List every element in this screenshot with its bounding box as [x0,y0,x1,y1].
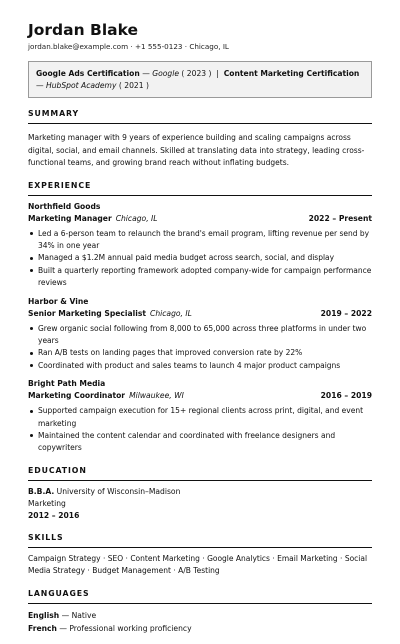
education-dates: 2012 – 2016 [28,510,80,520]
education-section [28,466,372,522]
job-entry [28,378,372,455]
language-item: French — Professional working proficiency [28,623,192,633]
job-company: Bright Path Media [28,379,106,389]
language-level: Professional working proficiency [69,623,192,633]
skills-text: Campaign Strategy · SEO · Content Marketing · Google Analytics · Email Marketing · Social Media Strategy · Budget Management · A/B Testing [28,553,368,576]
job-bullet: Led a 6-person team to relaunch the brand's email program, lifting revenue per send by 34% in one year [38,228,372,253]
job-location: Chicago, IL [150,308,192,318]
language-name: French [28,623,57,633]
candidate-name: Jordan Blake [28,21,139,39]
cert-name: Content Marketing Certification [223,69,360,78]
languages-list [28,609,372,635]
language-level: Native [71,610,97,620]
job-bullet: Grew organic social following from 8,000 to 65,000 across three platforms in under two years [38,323,372,348]
job-role-row [28,213,372,225]
cert-year: 2023 [186,69,207,78]
summary-section [28,109,372,170]
section-title: EXPERIENCE [28,181,372,196]
job-dates: 2019 – 2022 [320,308,372,318]
job-dates: 2016 – 2019 [320,391,372,401]
job-bullets [28,323,372,373]
certifications-box: Google Ads Certification — Google ( 2023 ) | Content Marketing Certification — HubSpot Academy ( 2021 ) [28,61,372,98]
cert-issuer: Google [152,69,179,78]
skills-section [28,533,372,578]
job-role-row [28,308,372,320]
job-entry [28,201,372,290]
cert-year: 2021 [124,80,144,90]
contact-line [28,42,372,52]
job-bullet: Supported campaign execution for 15+ regional clients across print, digital, and event marketing [38,405,372,430]
job-entry [28,296,372,373]
job-location: Chicago, IL [115,213,158,223]
job-bullets [28,405,372,455]
job-bullet: Built a quarterly reporting framework adopted company-wide for campaign performance reviews [38,265,372,290]
job-company: Harbor & Vine [28,296,89,306]
section-title: SKILLS [28,533,372,548]
job-role: Senior Marketing Specialist [28,308,147,318]
job-dates: 2022 – Present [308,213,372,223]
job-company: Northfield Goods [28,201,101,211]
job-role: Marketing Coordinator [28,391,126,401]
education-field: Marketing [28,498,66,508]
job-bullets [28,228,372,290]
contact-separator: · [184,42,188,51]
contact-phone: +1 555-0123 [134,42,183,51]
cert-name: Google Ads Certification [36,69,140,78]
contact-email: jordan.blake@example.com [28,42,129,51]
job-role: Marketing Manager [28,213,112,223]
section-title: SUMMARY [28,109,372,124]
job-role-row [28,390,372,402]
education-degree-line [28,486,372,498]
languages-section [28,589,372,635]
job-bullet: Coordinated with product and sales teams to launch 4 major product campaigns [38,360,372,372]
education-entry [28,486,372,522]
education-school: University of Wisconsin–Madison [56,486,181,496]
job-bullet: Maintained the content calendar and coordinated with freelance designers and copywriters [38,430,372,455]
summary-text: Marketing manager with 9 years of experience building and scaling campaigns across digital, social, and email channels. Skilled at translating data into strategy, leading cross-functional teams, and growing brand reach without inflating budgets. [28,133,365,167]
job-location: Milwaukee, WI [129,391,184,401]
language-item: English — Native [28,610,97,620]
education-degree: B.B.A. [28,486,55,496]
experience-list [28,201,372,455]
job-bullet: Managed a $1.2M annual paid media budget across search, social, and display [38,252,372,264]
language-name: English [28,610,60,620]
cert-issuer: HubSpot Academy [46,80,117,90]
contact-separator: · [130,42,133,51]
contact-location: Chicago, IL [189,42,229,51]
job-bullet: Ran A/B tests on landing pages that improved conversion rate by 22% [38,347,372,359]
experience-section [28,181,372,455]
section-title: LANGUAGES [28,589,372,604]
section-title: EDUCATION [28,466,372,481]
